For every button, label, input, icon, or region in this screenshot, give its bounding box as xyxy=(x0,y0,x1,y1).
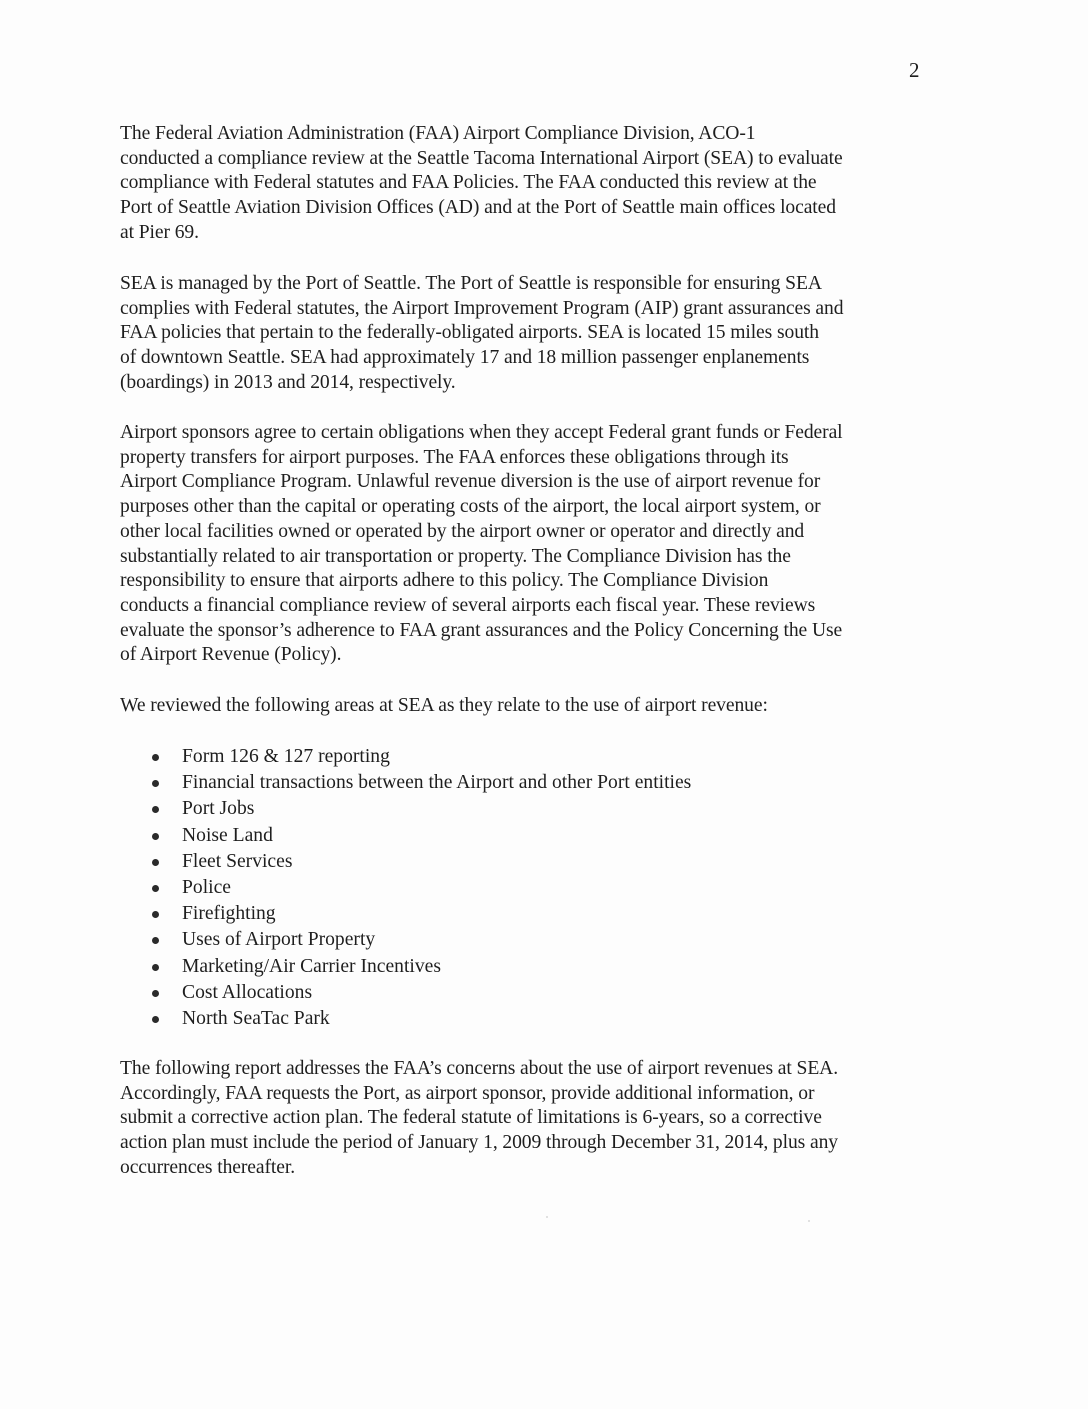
text-line: Accordingly, FAA requests the Port, as airport sponsor, provide additional information, or xyxy=(120,1082,815,1104)
bullet-icon xyxy=(152,964,159,971)
list-item xyxy=(120,823,691,849)
text-line: substantially related to air transportation or property. The Compliance Division has the xyxy=(120,545,791,567)
text-line: conducted a compliance review at the Seattle Tacoma International Airport (SEA) to evaluate xyxy=(120,147,843,169)
bullet-icon xyxy=(152,937,159,944)
text-line: property transfers for airport purposes. The FAA enforces these obligations through its xyxy=(120,446,789,468)
bullet-icon xyxy=(152,911,159,918)
list-item xyxy=(120,980,691,1006)
list-item-label: Firefighting xyxy=(182,903,276,925)
review-areas-list xyxy=(120,744,691,1032)
list-item-label: North SeaTac Park xyxy=(182,1008,330,1030)
text-line: other local facilities owned or operated by the airport owner or operator and directly and xyxy=(120,520,805,542)
text-line: evaluate the sponsor’s adherence to FAA grant assurances and the Policy Concerning the Use xyxy=(120,619,843,641)
paragraph-intro xyxy=(120,122,940,246)
list-item-label: Cost Allocations xyxy=(182,981,313,1003)
scan-artifact xyxy=(808,1220,810,1222)
list-item xyxy=(120,770,691,796)
list-item xyxy=(120,901,691,927)
list-item-label: Noise Land xyxy=(182,824,273,846)
bullet-icon xyxy=(152,859,159,866)
paragraph-obligations xyxy=(120,421,940,668)
text-line: (boardings) in 2013 and 2014, respectively. xyxy=(120,371,456,393)
text-line: Port of Seattle Aviation Division Offices (AD) and at the Port of Seattle main offices located xyxy=(120,197,836,219)
text-line: Airport sponsors agree to certain obligations when they accept Federal grant funds or Federal xyxy=(120,422,843,443)
text-line: of Airport Revenue (Policy). xyxy=(120,644,342,666)
list-item xyxy=(120,796,691,822)
list-item-label: Fleet Services xyxy=(182,850,293,872)
text-line: conducts a financial compliance review of several airports each fiscal year. These reviews xyxy=(120,594,816,616)
page-number: 2 xyxy=(909,58,920,82)
text-line: action plan must include the period of January 1, 2009 through December 31, 2014, plus any xyxy=(120,1132,838,1154)
list-item xyxy=(120,1006,691,1032)
paragraph-conclusion xyxy=(120,1057,940,1181)
list-item-label: Police xyxy=(182,877,231,899)
bullet-icon xyxy=(152,806,159,813)
text-line: Airport Compliance Program. Unlawful revenue diversion is the use of airport revenue for xyxy=(120,471,821,493)
text-line: We reviewed the following areas at SEA as they relate to the use of airport revenue: xyxy=(120,695,768,716)
bullet-icon xyxy=(152,780,159,787)
list-item xyxy=(120,849,691,875)
text-line: at Pier 69. xyxy=(120,221,199,243)
bullet-icon xyxy=(152,833,159,840)
list-item-label: Form 126 & 127 reporting xyxy=(182,746,390,767)
bullet-icon xyxy=(152,1016,159,1023)
scan-artifact xyxy=(546,1216,548,1218)
text-line: complies with Federal statutes, the Airport Improvement Program (AIP) grant assurances and xyxy=(120,297,844,319)
list-item-label: Marketing/Air Carrier Incentives xyxy=(182,955,441,977)
bullet-icon xyxy=(152,990,159,997)
list-item-label: Financial transactions between the Airport and other Port entities xyxy=(182,772,692,794)
text-line: purposes other than the capital or operating costs of the airport, the local airport system, or xyxy=(120,496,821,518)
bullet-icon xyxy=(152,885,159,892)
text-line: responsibility to ensure that airports adhere to this policy. The Compliance Division xyxy=(120,570,769,592)
list-item xyxy=(120,954,691,980)
list-item xyxy=(120,744,691,770)
list-item xyxy=(120,875,691,901)
list-item-label: Port Jobs xyxy=(182,798,255,820)
paragraph-review-intro xyxy=(120,694,940,719)
text-line: SEA is managed by the Port of Seattle. The Port of Seattle is responsible for ensuring SEA xyxy=(120,273,822,294)
text-line: compliance with Federal statutes and FAA Policies. The FAA conducted this review at the xyxy=(120,172,817,194)
list-item xyxy=(120,927,691,953)
text-line: submit a corrective action plan. The federal statute of limitations is 6-years, so a corrective xyxy=(120,1107,822,1129)
paragraph-management xyxy=(120,272,940,396)
list-item-label: Uses of Airport Property xyxy=(182,929,376,951)
text-line: occurrences thereafter. xyxy=(120,1156,296,1178)
text-line: FAA policies that pertain to the federally-obligated airports. SEA is located 15 miles south xyxy=(120,322,819,344)
bullet-icon xyxy=(152,754,159,761)
text-line: The Federal Aviation Administration (FAA) Airport Compliance Division, ACO-1 xyxy=(120,123,756,144)
text-line: of downtown Seattle. SEA had approximately 17 and 18 million passenger enplanements xyxy=(120,347,810,369)
text-line: The following report addresses the FAA’s concerns about the use of airport revenues at SEA. xyxy=(120,1058,839,1079)
